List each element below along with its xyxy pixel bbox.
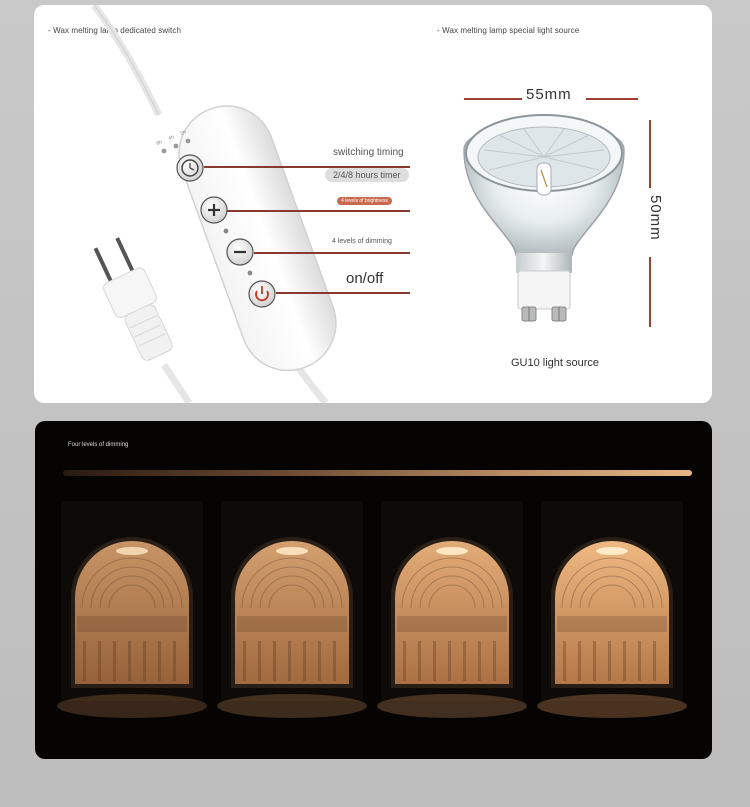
power-button <box>249 281 275 307</box>
svg-text:8h: 8h <box>155 139 163 147</box>
svg-text:4h: 4h <box>167 134 175 142</box>
plus-button <box>201 197 227 223</box>
dimming-levels-panel <box>35 421 712 759</box>
bulb-label: GU10 light source <box>511 357 600 369</box>
minus-button <box>227 239 253 265</box>
cable-top <box>94 5 159 115</box>
label-onoff: on/off <box>346 270 384 287</box>
dimming-title: Four levels of dimming <box>68 442 129 448</box>
dim-width-label: 55mm <box>526 86 572 103</box>
leader-brightness <box>227 210 410 212</box>
gu10-bulb-illustration <box>454 105 654 335</box>
label-dimming: 4 levels of dimming <box>332 238 392 245</box>
lamp-arch-level-1 <box>57 501 207 718</box>
lamp-arch-level-3 <box>377 501 527 718</box>
lamp-arch-level-2 <box>217 501 367 718</box>
dim-height-line-top <box>649 120 651 188</box>
label-switching-timing: switching timing <box>333 147 404 158</box>
svg-text:2h: 2h <box>179 129 187 137</box>
switch-caption: - Wax melting lamp dedicated switch <box>48 26 182 35</box>
dim-height-label: 50mm <box>647 195 664 241</box>
dimming-arches <box>35 421 712 759</box>
light-caption: - Wax melting lamp special light source <box>437 26 580 35</box>
leader-onoff <box>276 292 410 294</box>
label-brightness: 4 levels of brightness <box>337 197 392 205</box>
timer-button <box>177 155 203 181</box>
switch-body <box>166 93 349 384</box>
lamp-arch-level-4 <box>537 501 687 718</box>
product-info-panel <box>34 5 712 403</box>
leader-dimming <box>254 252 410 254</box>
dim-height-line-bottom <box>649 257 651 327</box>
dim-width-line-left <box>464 98 522 100</box>
power-plug <box>86 233 179 364</box>
label-timer: 2/4/8 hours timer <box>325 168 409 182</box>
dim-width-line-right <box>586 98 638 100</box>
